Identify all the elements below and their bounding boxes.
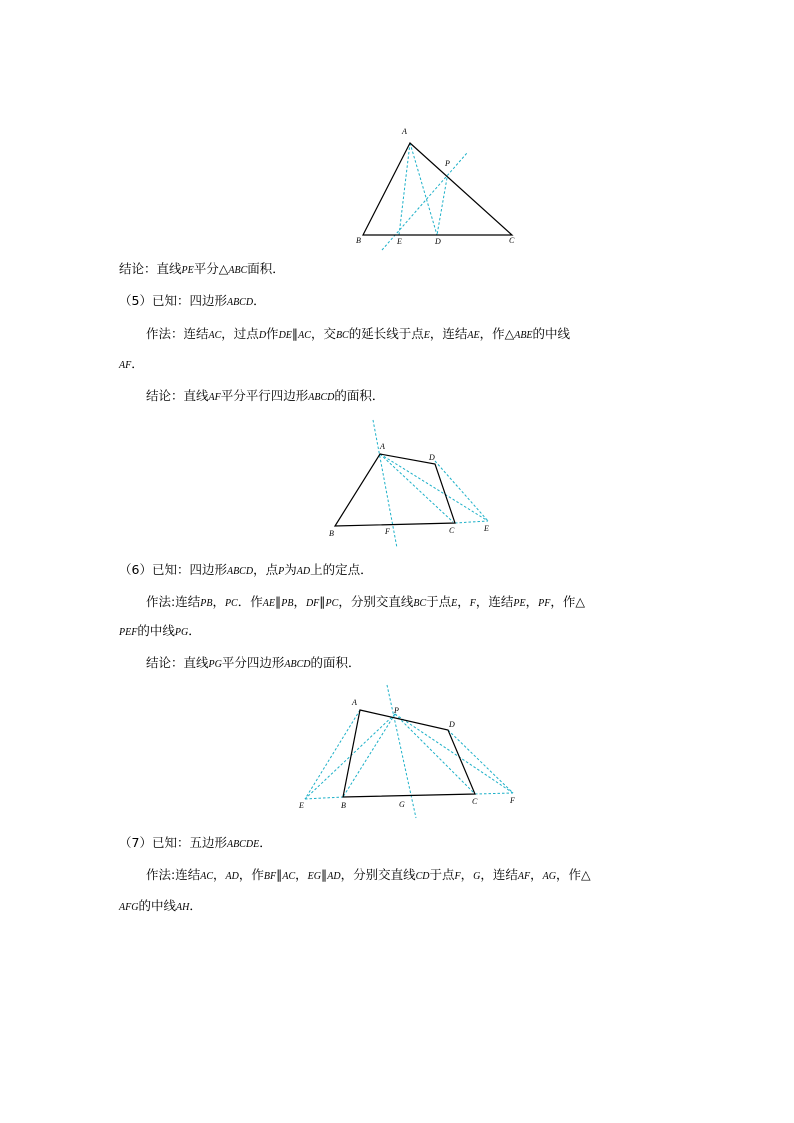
label-d: D bbox=[435, 237, 441, 246]
label-c: C bbox=[509, 236, 515, 245]
figure-quadrilateral-6 bbox=[295, 680, 525, 820]
item7-method-line2: AFG的中线AH． bbox=[119, 898, 202, 913]
item6-conclusion: 结论：直线PG平分四边形ABCD的面积． bbox=[146, 655, 361, 670]
item5-given: （5）已知：四边形ABCD． bbox=[119, 293, 266, 308]
line-ac-aux bbox=[380, 454, 453, 522]
label-a: A bbox=[352, 698, 357, 707]
item6-method-line2: PEF的中线PG． bbox=[119, 623, 201, 638]
label-b: B bbox=[329, 529, 334, 538]
line-ce-aux bbox=[455, 521, 488, 523]
quadrilateral-abcd bbox=[335, 454, 455, 526]
item5-conclusion: 结论：直线AF平分平行四边形ABCD的面积． bbox=[146, 388, 385, 403]
label-d: D bbox=[429, 453, 435, 462]
label-a: A bbox=[402, 127, 407, 136]
line-cf-aux bbox=[475, 793, 513, 794]
label-f: F bbox=[510, 796, 515, 805]
label-c: C bbox=[472, 797, 478, 806]
figure-quadrilateral-5 bbox=[325, 415, 505, 550]
conclusion-4: 结论：直线PE平分△ABC面积． bbox=[119, 261, 285, 276]
label-b: B bbox=[341, 801, 346, 810]
label-p: P bbox=[394, 706, 399, 715]
label-e: E bbox=[397, 237, 402, 246]
line-pc-aux bbox=[395, 714, 475, 794]
item7-method-line1: 作法:连结AC，AD，作BF∥AC，EG∥AD，分别交直线CD于点F，G，连结AF，AG，作△ bbox=[146, 867, 591, 882]
item6-method-line1: 作法:连结PB，PC．作AE∥PB，DF∥PC，分别交直线BC于点E，F，连结PE，PF，作△ bbox=[146, 594, 585, 609]
line-ad-aux bbox=[410, 143, 437, 235]
item6-given: （6）已知：四边形ABCD，点P为AD上的定点． bbox=[119, 562, 373, 577]
triangle-abc bbox=[363, 143, 512, 235]
label-g: G bbox=[399, 800, 405, 809]
label-p: P bbox=[445, 159, 450, 168]
label-d: D bbox=[449, 720, 455, 729]
line-eb-aux bbox=[305, 797, 343, 799]
item7-given: （7）已知：五边形ABCDE． bbox=[119, 835, 272, 850]
label-e: E bbox=[299, 801, 304, 810]
label-c: C bbox=[449, 526, 455, 535]
label-a: A bbox=[380, 442, 385, 451]
item5-method-line1: 作法：连结AC，过点D作DE∥AC，交BC的延长线于点E，连结AE，作△ABE的中线 bbox=[146, 326, 571, 341]
figure-triangle-abc bbox=[340, 120, 540, 255]
label-f: F bbox=[385, 527, 390, 536]
line-pg-aux bbox=[387, 685, 416, 818]
line-ae-aux bbox=[399, 143, 410, 235]
line-pd-aux bbox=[437, 178, 447, 235]
label-b: B bbox=[356, 236, 361, 245]
label-e: E bbox=[484, 524, 489, 533]
item5-method-line2: AF． bbox=[119, 356, 144, 371]
line-df-aux bbox=[448, 730, 513, 793]
